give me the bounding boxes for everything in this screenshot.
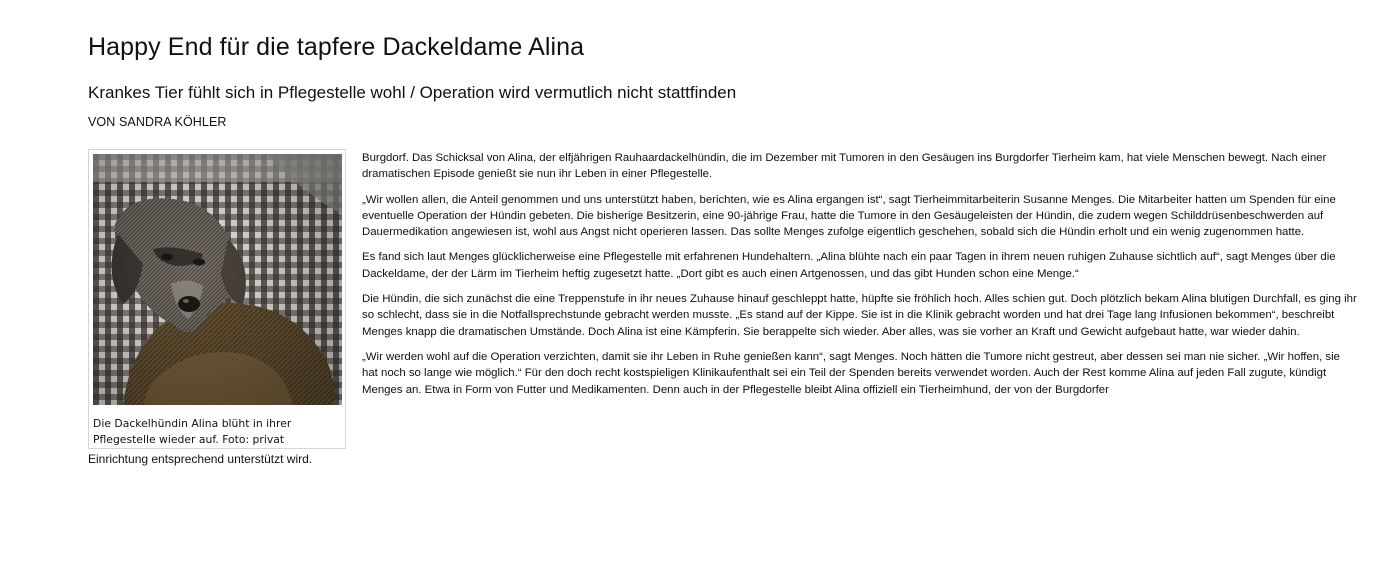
paragraph: Es fand sich laut Menges glücklicherweise eine Pflegestelle mit erfahrenen Hundehaltern. „Alina blühte nach ein paar Tagen in ihrem neuen ruhigen Zuhause sichtlich auf“, sagt Menges über die Dackeldame, der der Lärm im Tierheim heftig zugesetzt hatte. „Dort gibt es auch einen Artgenossen, und das gibt Hunden schon eine Menge.“	[362, 251, 1336, 280]
dachshund-photo	[93, 154, 342, 405]
paragraph: Die Hündin, die sich zunächst die eine Treppenstufe in ihr neues Zuhause hinauf geschleppt hatte, hüpfte sie fröhlich hoch. Alles schien gut. Doch plötzlich bekam Alina blutigen Durchfall, es ging ihr so schlecht, dass sie in die Notfallsprechstunde gebracht werden musste. „Es stand auf der Kippe. Sie ist in die Klinik gebracht worden und hat drei Tage lang Infusionen bekommen“, beschreibt Menges knapp die dramatischen Umstände. Doch Alina ist eine Kämpferin. Sie berappelte sich wieder. Aber alles, was sie vorher an Kraft und Gewicht aufgebaut hatte, war wieder dahin.	[362, 293, 1357, 338]
article-continuation: Einrichtung entsprechend unterstützt wird.	[88, 452, 313, 466]
paragraph: Burgdorf. Das Schicksal von Alina, der elfjährigen Rauhaardackelhündin, die im Dezember mit Tumoren in den Gesäugen ins Burgdorfer Tierheim kam, hat viele Menschen bewegt. Nach einer dramatischen Episode genießt sie nun ihr Leben in einer Pflegestelle.	[362, 152, 1327, 181]
image-caption: Die Dackelhündin Alina blüht in ihrer Pflegestelle wieder auf. Foto: privat	[93, 417, 292, 446]
headline: Happy End für die tapfere Dackeldame Alina	[88, 33, 585, 61]
subheadline: Krankes Tier fühlt sich in Pflegestelle wohl / Operation wird vermutlich nicht stattfinden	[88, 83, 737, 102]
paragraph: „Wir werden wohl auf die Operation verzichten, damit sie ihr Leben in Ruhe genießen kann“, sagt Menges. Noch hätten die Tumore nicht gestreut, aber dessen sei man nie sicher. „Wir hoffen, sie hat noch so lange wie möglich.“ Für den doch recht kostspieligen Klinikaufenthalt sei ein Teil der Spenden bereits verwendet worden. Auch der Rest komme Alina auf jeden Fall zugute, kündigt Menges an. Etwa in Form von Futter und Medikamenten. Denn auch in der Pflegestelle bleibt Alina offiziell ein Tierheimhund, der von der Burgdorfer	[362, 350, 1340, 396]
article-body	[362, 150, 1357, 407]
article-figure	[88, 149, 346, 449]
byline: VON SANDRA KÖHLER	[88, 115, 227, 129]
paragraph: „Wir wollen allen, die Anteil genommen und uns unterstützt haben, berichten, wie es Alina ergangen ist“, sagt Tierheimmitarbeiterin Susanne Menges. Die Mitarbeiter hatten um Spenden für eine eventuelle Operation der Hündin gebeten. Die bisherige Besitzerin, eine 90-jährige Frau, hatte die Tumore in den Gesäugeleisten der Hündin, die zudem wegen Schilddrüsenbeschwerden auf Dauermedikation angewiesen ist, wohl aus Angst nicht operieren lassen. Das sollte Menges zufolge eigentlich geschehen, sobald sich die Hündin erholt und ein wenig zugenommen hatte.	[362, 193, 1336, 239]
